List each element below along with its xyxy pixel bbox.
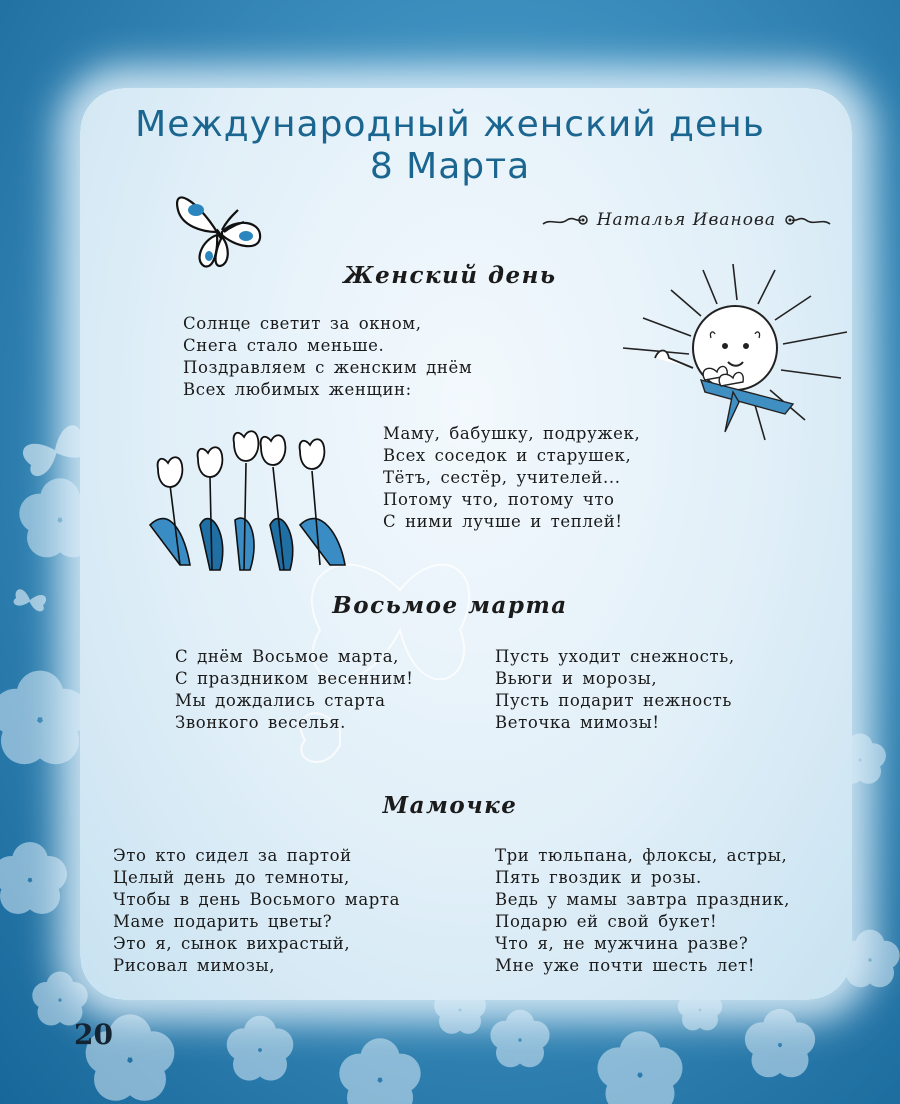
poem-line: Пять гвоздик и розы. — [495, 868, 702, 887]
butterfly-icon — [172, 180, 267, 275]
author-line — [541, 210, 832, 230]
poem-title-1: Женский день — [343, 262, 557, 289]
poem-line: Снега стало меньше. — [183, 336, 385, 355]
poem-line: Мы дождались старта — [175, 691, 386, 710]
poem-line: С праздником весенним! — [175, 669, 414, 688]
poem-title-2: Восьмое марта — [332, 592, 568, 619]
poem-line: Потому что, потому что — [383, 490, 615, 509]
author-name: Наталья Иванова — [596, 210, 776, 230]
poem-line: Звонкого веселья. — [175, 713, 346, 732]
poem-line: Вьюги и морозы, — [495, 669, 658, 688]
ornament-left-icon — [541, 212, 589, 228]
poem-line: Солнце светит за окном, — [183, 314, 422, 333]
poem-line: Мне уже почти шесть лет! — [495, 956, 756, 975]
poem-line: Маму, бабушку, подружек, — [383, 424, 641, 443]
ornament-right-icon — [784, 212, 832, 228]
poem-line: Всех любимых женщин: — [183, 380, 412, 399]
tulips-illustration — [140, 425, 355, 575]
page-title-line1: Международный женский день — [135, 104, 765, 145]
poem-line: Подарю ей свой букет! — [495, 912, 718, 931]
page-title-line2: 8 Марта — [369, 146, 531, 187]
poem-line: Всех соседок и старушек, — [383, 446, 632, 465]
poem-1-stanza-1 — [183, 313, 472, 401]
poem-line: Рисовал мимозы, — [113, 956, 276, 975]
poem-line: Это я, сынок вихрастый, — [113, 934, 351, 953]
poem-line: Веточка мимозы! — [495, 713, 660, 732]
poem-line: Пусть уходит снежность, — [495, 647, 735, 666]
poem-line: Пусть подарит нежность — [495, 691, 732, 710]
poem-line: Ведь у мамы завтра праздник, — [495, 890, 790, 909]
poem-line: Маме подарить цветы? — [113, 912, 333, 931]
poem-line: Поздравляем с женским днём — [183, 358, 473, 377]
poem-line: Что я, не мужчина разве? — [495, 934, 749, 953]
page-number: 20 — [74, 1018, 113, 1051]
poem-1-stanza-2 — [383, 423, 640, 533]
poem-line: С днём Восьмое марта, — [175, 647, 399, 666]
poem-3-stanza-1 — [113, 845, 400, 977]
poem-line: С ними лучше и теплей! — [383, 512, 623, 531]
poem-2-stanza-2 — [495, 646, 735, 734]
poem-2-stanza-1 — [175, 646, 413, 734]
poem-line: Тётъ, сестёр, учителей... — [383, 468, 621, 487]
poem-line: Целый день до темноты, — [113, 868, 350, 887]
poem-title-3: Мамочке — [382, 792, 518, 819]
poem-3-stanza-2 — [495, 845, 790, 977]
poem-line: Это кто сидел за партой — [113, 846, 352, 865]
poem-line: Три тюльпана, флоксы, астры, — [495, 846, 788, 865]
poem-line: Чтобы в день Восьмого марта — [113, 890, 401, 909]
